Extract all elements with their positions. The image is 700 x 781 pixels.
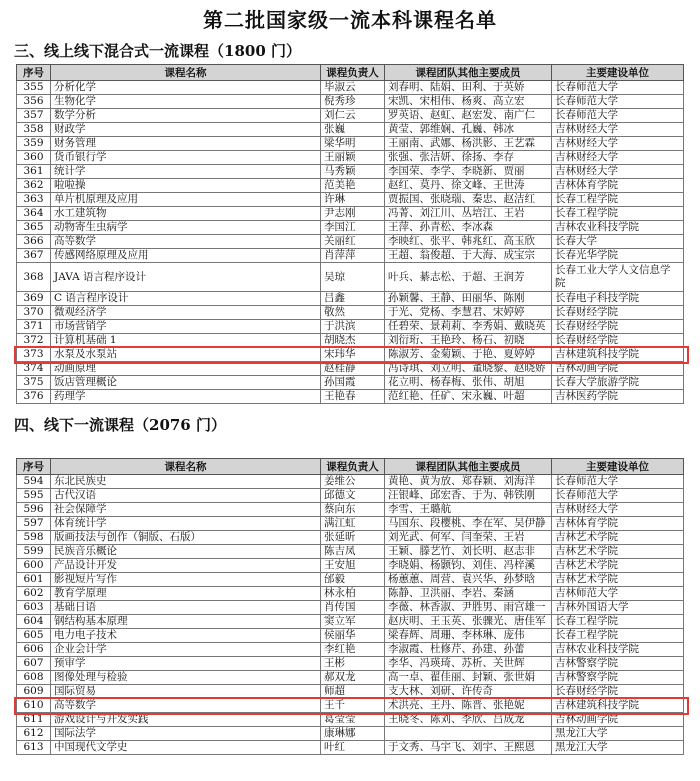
institution-cell: 长春师范大学 [552,81,684,95]
course-lead-cell: 陈吉凤 [321,545,385,559]
team-members-cell: 贾振国、张晓瑞、秦忠、赵洁红 [385,193,552,207]
seq-cell: 594 [17,475,51,489]
seq-cell: 597 [17,517,51,531]
course-name-cell: 社会保障学 [51,503,321,517]
seq-cell: 606 [17,643,51,657]
team-members-cell: 李淑霞、杜修芹、孙建、孙蕾 [385,643,552,657]
course-lead-cell: 孙国霞 [321,376,385,390]
course-lead-cell: 张延昕 [321,531,385,545]
team-members-cell: 王丽南、武娜、杨洪影、王艺霖 [385,137,552,151]
seq-cell: 596 [17,503,51,517]
header-institution: 主要建设单位 [552,65,684,81]
institution-cell: 吉林建筑科技学院 [552,348,684,362]
table-row [17,263,684,292]
course-lead-cell: 窦立军 [321,615,385,629]
team-members-cell: 王颖、滕艺竹、刘长明、赵志非 [385,545,552,559]
table-row [17,249,684,263]
course-name-cell: 统计学 [51,165,321,179]
seq-cell: 367 [17,249,51,263]
seq-cell: 375 [17,376,51,390]
institution-cell: 长春电子科技学院 [552,292,684,306]
seq-cell: 610 [17,699,51,713]
seq-cell: 602 [17,587,51,601]
team-members-cell: 花立明、杨春梅、张伟、胡旭 [385,376,552,390]
table-header-row [17,459,684,475]
course-lead-cell: 吴琼 [321,263,385,292]
team-members-cell: 冯菁、刘江川、丛培江、王岩 [385,207,552,221]
seq-cell: 364 [17,207,51,221]
course-lead-cell: 毕淑云 [321,81,385,95]
course-lead-cell: 梁华明 [321,137,385,151]
course-lead-cell: 李国江 [321,221,385,235]
course-lead-cell: 马秀颖 [321,165,385,179]
team-members-cell: 术洪亮、王丹、陈晋、张艳妮 [385,699,552,713]
table-row [17,123,684,137]
team-members-cell: 赵红、莫丹、徐文峰、王世涛 [385,179,552,193]
table-row [17,362,684,376]
team-members-cell: 高一卓、翟佳丽、封颖、张世娟 [385,671,552,685]
course-lead-cell: 王艳春 [321,390,385,404]
seq-cell: 357 [17,109,51,123]
seq-cell: 603 [17,601,51,615]
table-row [17,306,684,320]
team-members-cell: 范红艳、任矿、宋永巍、叶超 [385,390,552,404]
table-row [17,334,684,348]
course-lead-cell: 吕鑫 [321,292,385,306]
team-members-cell [385,727,552,741]
table-row [17,643,684,657]
team-members-cell: 李华、冯瑛琦、苏析、关世辉 [385,657,552,671]
table-row [17,151,684,165]
course-name-cell: 教育学原理 [51,587,321,601]
team-members-cell: 杨蕙蕙、周营、袁兴华、孙梦晗 [385,573,552,587]
table-row [17,503,684,517]
course-lead-cell: 侯丽华 [321,629,385,643]
institution-cell: 长春财经学院 [552,306,684,320]
team-members-cell: 黄艳、黄为放、郑春颖、刘海洋 [385,475,552,489]
course-name-cell: 高等数学 [51,235,321,249]
seq-cell: 361 [17,165,51,179]
team-members-cell: 王萍、孙青松、李冰森 [385,221,552,235]
seq-cell: 612 [17,727,51,741]
institution-cell: 吉林体育学院 [552,179,684,193]
header-course-lead: 课程负责人 [321,65,385,81]
table-row [17,741,684,755]
course-lead-cell: 邱德文 [321,489,385,503]
course-name-cell: 影视短片写作 [51,573,321,587]
team-members-cell: 陈淑芳、金菊颖、于艳、夏婷婷 [385,348,552,362]
course-lead-cell: 倪秀珍 [321,95,385,109]
table-row [17,292,684,306]
institution-cell: 吉林动画学院 [552,362,684,376]
institution-cell: 吉林艺术学院 [552,559,684,573]
institution-cell: 长春财经学院 [552,320,684,334]
institution-cell: 吉林财经大学 [552,123,684,137]
institution-cell: 黑龙江大学 [552,727,684,741]
course-name-cell: 游戏设计与开发实践 [51,713,321,727]
team-members-cell: 支大林、刘研、许传奇 [385,685,552,699]
table-row [17,390,684,404]
course-name-cell: 中国现代文学史 [51,741,321,755]
table-row [17,137,684,151]
course-lead-cell: 康琳娜 [321,727,385,741]
institution-cell: 长春工程学院 [552,193,684,207]
team-members-cell: 李薇、林香淑、尹胜男、雨宫雄一 [385,601,552,615]
course-lead-cell: 肖传国 [321,601,385,615]
institution-cell: 吉林警察学院 [552,657,684,671]
institution-cell: 长春工业大学人文信息学院 [552,263,684,292]
course-name-cell: 东北民族史 [51,475,321,489]
table-row [17,671,684,685]
table-row [17,320,684,334]
team-members-cell: 李晓娟、杨颢钧、刘佳、冯梓溪 [385,559,552,573]
course-lead-cell: 关丽红 [321,235,385,249]
course-name-cell: 高等数学 [51,699,321,713]
team-members-cell: 王超、翁俊超、于大海、成宝宗 [385,249,552,263]
course-lead-cell: 师超 [321,685,385,699]
institution-cell: 吉林财经大学 [552,151,684,165]
seq-cell: 360 [17,151,51,165]
course-lead-cell: 王丽颖 [321,151,385,165]
team-members-cell: 汪银峰、邱宏香、于为、韩铁刚 [385,489,552,503]
table-row [17,573,684,587]
course-lead-cell: 尹志刚 [321,207,385,221]
seq-cell: 356 [17,95,51,109]
institution-cell: 吉林财经大学 [552,165,684,179]
course-name-cell: 国际法学 [51,727,321,741]
course-lead-cell: 王千 [321,699,385,713]
team-members-cell: 张强、张洁妍、徐扬、李存 [385,151,552,165]
table-row [17,587,684,601]
institution-cell: 长春财经学院 [552,334,684,348]
institution-cell: 长春大学旅游学院 [552,376,684,390]
team-members-cell: 任碧荣、景莉莉、李秀娟、戴晓英 [385,320,552,334]
team-members-cell: 李雪、王璐航 [385,503,552,517]
course-name-cell: 体育统计学 [51,517,321,531]
table-row [17,489,684,503]
course-name-cell: 数学分析 [51,109,321,123]
seq-cell: 376 [17,390,51,404]
institution-cell: 吉林医药学院 [552,390,684,404]
course-name-cell: 钢结构基本原理 [51,615,321,629]
course-name-cell: 图像处理与检验 [51,671,321,685]
table-row [17,559,684,573]
institution-cell: 长春工程学院 [552,629,684,643]
seq-cell: 611 [17,713,51,727]
institution-cell: 长春工程学院 [552,615,684,629]
seq-cell: 370 [17,306,51,320]
seq-cell: 599 [17,545,51,559]
seq-cell: 359 [17,137,51,151]
course-name-cell: 动物寄生虫病学 [51,221,321,235]
seq-cell: 605 [17,629,51,643]
team-members-cell: 宋凯、宋相伟、杨爽、高立宏 [385,95,552,109]
table-row [17,207,684,221]
seq-cell: 601 [17,573,51,587]
team-members-cell: 李国荣、李学、李晓新、贾丽 [385,165,552,179]
table-row [17,235,684,249]
team-members-cell: 冯诗琪、刘立明、董晓黎、赵晓娇 [385,362,552,376]
course-lead-cell: 姜维公 [321,475,385,489]
institution-cell: 黑龙江大学 [552,741,684,755]
institution-cell: 吉林艺术学院 [552,545,684,559]
course-lead-cell: 敬然 [321,306,385,320]
course-lead-cell: 满江虹 [321,517,385,531]
seq-cell: 355 [17,81,51,95]
institution-cell: 吉林建筑科技学院 [552,699,684,713]
course-lead-cell: 王安旭 [321,559,385,573]
course-name-cell: 动画原理 [51,362,321,376]
team-members-cell: 刘衍珩、王艳玲、杨石、初晓 [385,334,552,348]
course-name-cell: 企业会计学 [51,643,321,657]
section-title-offline: 四、线下一流课程（2076 门） [14,416,226,434]
course-lead-cell: 林永柏 [321,587,385,601]
header-institution: 主要建设单位 [552,459,684,475]
table-row [17,179,684,193]
institution-cell: 长春师范大学 [552,489,684,503]
course-lead-cell: 王彬 [321,657,385,671]
course-lead-cell: 赵桂静 [321,362,385,376]
seq-cell: 607 [17,657,51,671]
document-title: 第二批国家级一流本科课程名单 [203,8,497,32]
seq-cell: 374 [17,362,51,376]
seq-cell: 369 [17,292,51,306]
table-row [17,657,684,671]
course-name-cell: 生物化学 [51,95,321,109]
course-lead-cell: 于洪滨 [321,320,385,334]
table-header-row [17,65,684,81]
institution-cell: 吉林财经大学 [552,503,684,517]
seq-cell: 365 [17,221,51,235]
course-name-cell: JAVA 语言程序设计 [51,263,321,292]
table-row [17,95,684,109]
team-members-cell: 陈静、卫洪丽、李岩、秦涵 [385,587,552,601]
table-row [17,685,684,699]
seq-cell: 362 [17,179,51,193]
course-name-cell: 电力电子技术 [51,629,321,643]
institution-cell: 吉林体育学院 [552,517,684,531]
seq-cell: 608 [17,671,51,685]
institution-cell: 长春光华学院 [552,249,684,263]
course-lead-cell: 刘仁云 [321,109,385,123]
seq-cell: 598 [17,531,51,545]
institution-cell: 吉林外国语大学 [552,601,684,615]
team-members-cell: 王晓冬、陈刘、李欣、吕成龙 [385,713,552,727]
table-row [17,221,684,235]
course-name-cell: 分析化学 [51,81,321,95]
course-lead-cell: 范美艳 [321,179,385,193]
course-lead-cell: 许琳 [321,193,385,207]
institution-cell: 吉林财经大学 [552,137,684,151]
table-row [17,81,684,95]
course-name-cell: 传感网络原理及应用 [51,249,321,263]
course-name-cell: 古代汉语 [51,489,321,503]
course-name-cell: 国际贸易 [51,685,321,699]
table-row [17,193,684,207]
course-name-cell: 财务管理 [51,137,321,151]
course-name-cell: 市场营销学 [51,320,321,334]
seq-cell: 358 [17,123,51,137]
institution-cell: 吉林动画学院 [552,713,684,727]
course-name-cell: 财政学 [51,123,321,137]
header-team-members: 课程团队其他主要成员 [385,65,552,81]
header-course-name: 课程名称 [51,65,321,81]
seq-cell: 372 [17,334,51,348]
table-row [17,727,684,741]
seq-cell: 600 [17,559,51,573]
course-name-cell: 产品设计开发 [51,559,321,573]
seq-cell: 609 [17,685,51,699]
table-row-highlighted [17,699,684,713]
course-name-cell: 饭店管理概论 [51,376,321,390]
team-members-cell: 刘光武、何军、闫奎荣、王岩 [385,531,552,545]
table-row [17,615,684,629]
course-name-cell: C 语言程序设计 [51,292,321,306]
institution-cell: 长春师范大学 [552,475,684,489]
institution-cell: 长春财经学院 [552,685,684,699]
course-lead-cell: 张巍 [321,123,385,137]
table-row-highlighted [17,348,684,362]
team-members-cell: 马国东、段樱桃、李在军、吴伊静 [385,517,552,531]
team-members-cell: 刘春明、陆娟、田利、于英娇 [385,81,552,95]
course-name-cell: 啦啦操 [51,179,321,193]
institution-cell: 吉林师范大学 [552,587,684,601]
header-seq: 序号 [17,65,51,81]
table-row [17,629,684,643]
course-lead-cell: 叶红 [321,741,385,755]
course-lead-cell: 郝双龙 [321,671,385,685]
seq-cell: 371 [17,320,51,334]
institution-cell: 吉林艺术学院 [552,531,684,545]
course-lead-cell: 宋玮华 [321,348,385,362]
course-name-cell: 水泵及水泵站 [51,348,321,362]
seq-cell: 604 [17,615,51,629]
seq-cell: 373 [17,348,51,362]
seq-cell: 368 [17,263,51,292]
course-lead-cell: 胡晓杰 [321,334,385,348]
seq-cell: 363 [17,193,51,207]
table-row [17,475,684,489]
institution-cell: 吉林警察学院 [552,671,684,685]
course-name-cell: 民族音乐概论 [51,545,321,559]
header-seq: 序号 [17,459,51,475]
course-lead-cell: 邰毅 [321,573,385,587]
institution-cell: 长春工程学院 [552,207,684,221]
course-lead-cell: 蔡向东 [321,503,385,517]
team-members-cell: 于光、党杨、李慧君、宋婷婷 [385,306,552,320]
seq-cell: 366 [17,235,51,249]
seq-cell: 595 [17,489,51,503]
header-team-members: 课程团队其他主要成员 [385,459,552,475]
course-name-cell: 微观经济学 [51,306,321,320]
table-row [17,165,684,179]
team-members-cell: 罗英语、赵虹、赵宏发、南广仁 [385,109,552,123]
table-row [17,601,684,615]
course-name-cell: 基础日语 [51,601,321,615]
institution-cell: 长春师范大学 [552,109,684,123]
course-lead-cell: 李红艳 [321,643,385,657]
seq-cell: 613 [17,741,51,755]
table-row [17,517,684,531]
course-name-cell: 药理学 [51,390,321,404]
team-members-cell: 孙颖馨、王静、田丽华、陈刚 [385,292,552,306]
table-row [17,109,684,123]
course-name-cell: 单片机原理及应用 [51,193,321,207]
team-members-cell: 梁春辉、周珊、李林琳、庞伟 [385,629,552,643]
course-lead-cell: 肖萍萍 [321,249,385,263]
table-row [17,376,684,390]
table-row [17,713,684,727]
institution-cell: 吉林农业科技学院 [552,643,684,657]
team-members-cell: 于文秀、马宇飞、刘宇、王熙恩 [385,741,552,755]
team-members-cell: 李映红、张平、韩兆红、高玉欣 [385,235,552,249]
institution-cell: 长春大学 [552,235,684,249]
course-lead-cell: 葛莹莹 [321,713,385,727]
course-name-cell: 货币银行学 [51,151,321,165]
course-name-cell: 预审学 [51,657,321,671]
section-title-blended: 三、线上线下混合式一流课程（1800 门） [14,42,301,60]
team-members-cell: 叶兵、綦志松、于超、王润芳 [385,263,552,292]
table-row [17,531,684,545]
team-members-cell: 赵庆明、王玉英、张骤光、唐佳军 [385,615,552,629]
course-table-blended [16,64,684,404]
course-table-offline [16,458,684,755]
institution-cell: 吉林农业科技学院 [552,221,684,235]
header-course-lead: 课程负责人 [321,459,385,475]
institution-cell: 长春师范大学 [552,95,684,109]
course-name-cell: 版画技法与创作（铜版、石版） [51,531,321,545]
table-row [17,545,684,559]
team-members-cell: 黄莹、郭维娴、孔巍、韩冰 [385,123,552,137]
course-name-cell: 水工建筑物 [51,207,321,221]
institution-cell: 吉林艺术学院 [552,573,684,587]
header-course-name: 课程名称 [51,459,321,475]
course-name-cell: 计算机基础 1 [51,334,321,348]
